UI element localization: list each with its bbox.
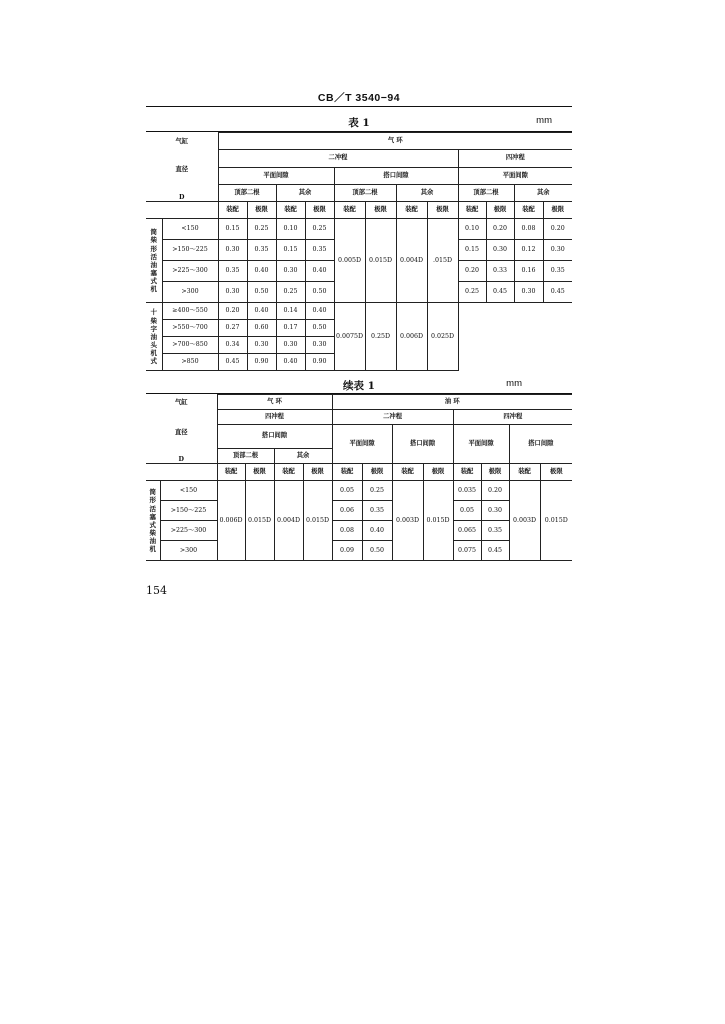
value-cell: 0.25 <box>247 219 276 240</box>
gas-lap-cell: 0.006D <box>217 481 245 561</box>
table2-rest-header: 其余 <box>274 449 332 464</box>
sub-header-cell: 装配 <box>217 464 245 481</box>
value-cell: 0.05 <box>332 481 362 501</box>
oil-lap4-cell: 0.015D <box>540 481 572 561</box>
value-cell: 0.20 <box>218 303 247 320</box>
table1-gas-ring-header: 气 环 <box>218 133 572 150</box>
group-line: 柴 <box>149 528 156 537</box>
value-cell: 0.50 <box>362 541 392 561</box>
table2-caption <box>146 378 572 392</box>
value-cell: 0.45 <box>543 282 572 303</box>
lap-gap-cell: 0.025D <box>427 303 458 371</box>
value-cell: 0.30 <box>218 282 247 303</box>
value-cell: 0.16 <box>514 261 543 282</box>
table1-four-stroke-header: 四冲程 <box>458 150 572 167</box>
value-cell: 0.45 <box>486 282 514 303</box>
table1-unit: mm <box>536 115 552 126</box>
diameter-cell: >300 <box>162 282 218 303</box>
standard-number: CB／T 3540−94 <box>317 92 401 104</box>
gas-lap-cell: 0.015D <box>303 481 332 561</box>
corner-cylinder-label: 气缸 <box>174 398 188 406</box>
sub-header-cell: 装配 <box>509 464 540 481</box>
value-cell: 0.14 <box>276 303 305 320</box>
table2-four-stroke-header: 四冲程 <box>217 410 332 425</box>
header-rule <box>146 106 572 107</box>
value-cell: 0.60 <box>247 320 276 337</box>
table2-group-label <box>146 481 160 561</box>
sub-header-cell: 极限 <box>540 464 572 481</box>
value-cell: 0.10 <box>276 219 305 240</box>
value-cell: 0.20 <box>481 481 509 501</box>
group-line: 活 <box>149 504 156 513</box>
sub-header-cell: 装配 <box>274 464 303 481</box>
table2-two-stroke-header: 二冲程 <box>332 410 453 425</box>
group-line: 塞 <box>149 512 156 521</box>
oil-lap-cell: 0.015D <box>423 481 453 561</box>
value-cell: 0.25 <box>362 481 392 501</box>
value-cell: 0.15 <box>276 240 305 261</box>
group1-line: 塞 <box>150 268 157 277</box>
value-cell: 0.20 <box>458 261 486 282</box>
lap-gap-cell: .015D <box>427 219 458 303</box>
value-cell: 0.15 <box>458 240 486 261</box>
table2-sub-corner <box>146 464 217 481</box>
table1-sub-corner <box>146 202 218 219</box>
value-cell: 0.34 <box>218 337 247 354</box>
group1-line: 活油 <box>150 252 157 269</box>
sub-header-cell: 装配 <box>218 202 247 219</box>
sub-header-cell: 极限 <box>427 202 458 219</box>
sub-header-cell: 极限 <box>543 202 572 219</box>
diameter-cell: >550～700 <box>162 320 218 337</box>
table1-group2-label <box>146 303 162 371</box>
diameter-cell: >300 <box>160 541 217 561</box>
table2-four-stroke-header-2: 四冲程 <box>453 410 572 425</box>
value-cell: 0.25 <box>276 282 305 303</box>
group2-line: 式 <box>150 357 157 366</box>
value-cell: 0.35 <box>362 501 392 521</box>
gas-lap-cell: 0.004D <box>274 481 303 561</box>
lap-gap-cell: 0.0075D <box>334 303 365 371</box>
value-cell: 0.90 <box>305 354 334 371</box>
group2-line: 十柴 <box>150 308 157 325</box>
sub-header-cell: 极限 <box>486 202 514 219</box>
corner-cylinder-label: 气缸 <box>175 137 189 145</box>
value-cell: 0.50 <box>247 282 276 303</box>
group-line: 形 <box>149 496 156 505</box>
table1-plane-gap-header-2: 平面间隙 <box>458 167 572 184</box>
corner-d-label: D <box>178 455 184 463</box>
corner-diameter-label: 直径 <box>174 429 188 437</box>
sub-header-cell: 装配 <box>276 202 305 219</box>
group-line: 筒 <box>149 488 156 497</box>
table1-title: 表 1 <box>348 117 370 129</box>
value-cell: 0.20 <box>486 219 514 240</box>
value-cell: 0.33 <box>486 261 514 282</box>
group1-line: 筒柴 <box>150 228 157 245</box>
value-cell: 0.40 <box>276 354 305 371</box>
diameter-cell: >850 <box>162 354 218 371</box>
sub-header-cell: 装配 <box>332 464 362 481</box>
value-cell: 0.45 <box>218 354 247 371</box>
table2-plane-gap-header: 平面间隙 <box>332 425 392 464</box>
group-line: 机 <box>149 545 156 554</box>
table2-plane-gap-header-2: 平面间隙 <box>453 425 509 464</box>
value-cell: 0.25 <box>458 282 486 303</box>
table1-top-two-header-3: 顶部二根 <box>458 184 514 201</box>
value-cell: 0.40 <box>305 303 334 320</box>
value-cell: 0.25 <box>305 219 334 240</box>
lap-gap-cell: 0.006D <box>396 303 427 371</box>
table1-group1-label <box>146 219 162 303</box>
sub-header-cell: 装配 <box>334 202 365 219</box>
value-cell: 0.30 <box>481 501 509 521</box>
value-cell: 0.50 <box>305 282 334 303</box>
value-cell: 0.05 <box>453 501 481 521</box>
value-cell: 0.35 <box>305 240 334 261</box>
value-cell: 0.30 <box>543 240 572 261</box>
value-cell: 0.50 <box>305 320 334 337</box>
table2-lap-gap-header-2: 搭口间隙 <box>392 425 453 464</box>
value-cell: 0.40 <box>247 303 276 320</box>
sub-header-cell: 极限 <box>305 202 334 219</box>
group1-line: 形 <box>150 244 157 253</box>
table1-rest-header: 其余 <box>276 184 334 201</box>
value-cell: 0.15 <box>218 219 247 240</box>
table2 <box>146 394 572 561</box>
value-cell: 0.40 <box>305 261 334 282</box>
table1-top-two-header-2: 顶部二根 <box>334 184 396 201</box>
table2-gas-ring-header: 气 环 <box>217 395 332 410</box>
group-line: 式 <box>149 520 156 529</box>
value-cell: 0.09 <box>332 541 362 561</box>
value-cell: 0.30 <box>247 337 276 354</box>
corner-d-label: D <box>179 193 185 201</box>
sub-header-cell: 装配 <box>458 202 486 219</box>
diameter-cell: >225～300 <box>160 521 217 541</box>
table1-corner <box>146 133 218 202</box>
diameter-cell: >150～225 <box>160 501 217 521</box>
table2-lap-gap-header: 搭口间隙 <box>217 425 332 449</box>
table2-oil-ring-header: 油 环 <box>332 395 572 410</box>
value-cell: 0.065 <box>453 521 481 541</box>
value-cell: 0.35 <box>247 240 276 261</box>
table1-two-stroke-header: 二冲程 <box>218 150 458 167</box>
oil-lap4-cell: 0.003D <box>509 481 540 561</box>
value-cell: 0.40 <box>247 261 276 282</box>
value-cell: 0.17 <box>276 320 305 337</box>
value-cell: 0.20 <box>543 219 572 240</box>
table1-rest-header-3: 其余 <box>514 184 572 201</box>
group1-line: 式机 <box>150 277 157 294</box>
table1-lap-gap-header: 搭口间隙 <box>334 167 458 184</box>
table1 <box>146 132 572 371</box>
value-cell: 0.30 <box>276 337 305 354</box>
sub-header-cell: 极限 <box>481 464 509 481</box>
value-cell: 0.30 <box>218 240 247 261</box>
value-cell: 0.08 <box>332 521 362 541</box>
table2-lap-gap-header-3: 搭口间隙 <box>509 425 572 464</box>
gas-lap-cell: 0.015D <box>245 481 274 561</box>
table1-empty-block <box>458 303 572 371</box>
lap-gap-cell: 0.25D <box>365 303 396 371</box>
corner-diameter-label: 直径 <box>175 166 189 174</box>
sub-header-cell: 装配 <box>392 464 423 481</box>
table2-title: 续表 1 <box>343 380 375 392</box>
value-cell: 0.035 <box>453 481 481 501</box>
sub-header-cell: 装配 <box>396 202 427 219</box>
value-cell: 0.06 <box>332 501 362 521</box>
diameter-cell: <150 <box>162 219 218 240</box>
diameter-cell: ≥400～550 <box>162 303 218 320</box>
sub-header-cell: 极限 <box>362 464 392 481</box>
value-cell: 0.35 <box>481 521 509 541</box>
sub-header-cell: 装配 <box>453 464 481 481</box>
group2-line: 字油 <box>150 324 157 341</box>
table2-unit: mm <box>506 378 522 389</box>
value-cell: 0.35 <box>543 261 572 282</box>
lap-gap-cell: 0.004D <box>396 219 427 303</box>
sub-header-cell: 极限 <box>247 202 276 219</box>
value-cell: 0.30 <box>514 282 543 303</box>
group2-line: 头机 <box>150 340 157 358</box>
value-cell: 0.35 <box>218 261 247 282</box>
table2-corner <box>146 395 217 464</box>
table1-caption <box>146 115 572 129</box>
value-cell: 0.30 <box>486 240 514 261</box>
diameter-cell: >225～300 <box>162 261 218 282</box>
sub-header-cell: 装配 <box>514 202 543 219</box>
table2-top-two-header: 顶部二根 <box>217 449 274 464</box>
value-cell: 0.40 <box>362 521 392 541</box>
table1-rest-header-2: 其余 <box>396 184 458 201</box>
value-cell: 0.27 <box>218 320 247 337</box>
value-cell: 0.10 <box>458 219 486 240</box>
lap-gap-cell: 0.005D <box>334 219 365 303</box>
sub-header-cell: 极限 <box>365 202 396 219</box>
sub-header-cell: 极限 <box>423 464 453 481</box>
page-number: 154 <box>146 584 167 597</box>
lap-gap-cell: 0.015D <box>365 219 396 303</box>
value-cell: 0.08 <box>514 219 543 240</box>
diameter-cell: >700～850 <box>162 337 218 354</box>
group-line: 油 <box>149 537 156 546</box>
diameter-cell: >150～225 <box>162 240 218 261</box>
diameter-cell: <150 <box>160 481 217 501</box>
oil-lap-cell: 0.003D <box>392 481 423 561</box>
value-cell: 0.30 <box>305 337 334 354</box>
table1-plane-gap-header: 平面间隙 <box>218 167 334 184</box>
value-cell: 0.075 <box>453 541 481 561</box>
value-cell: 0.90 <box>247 354 276 371</box>
sub-header-cell: 极限 <box>245 464 274 481</box>
table1-top-two-header: 顶部二根 <box>218 184 276 201</box>
value-cell: 0.30 <box>276 261 305 282</box>
value-cell: 0.45 <box>481 541 509 561</box>
value-cell: 0.12 <box>514 240 543 261</box>
sub-header-cell: 极限 <box>303 464 332 481</box>
